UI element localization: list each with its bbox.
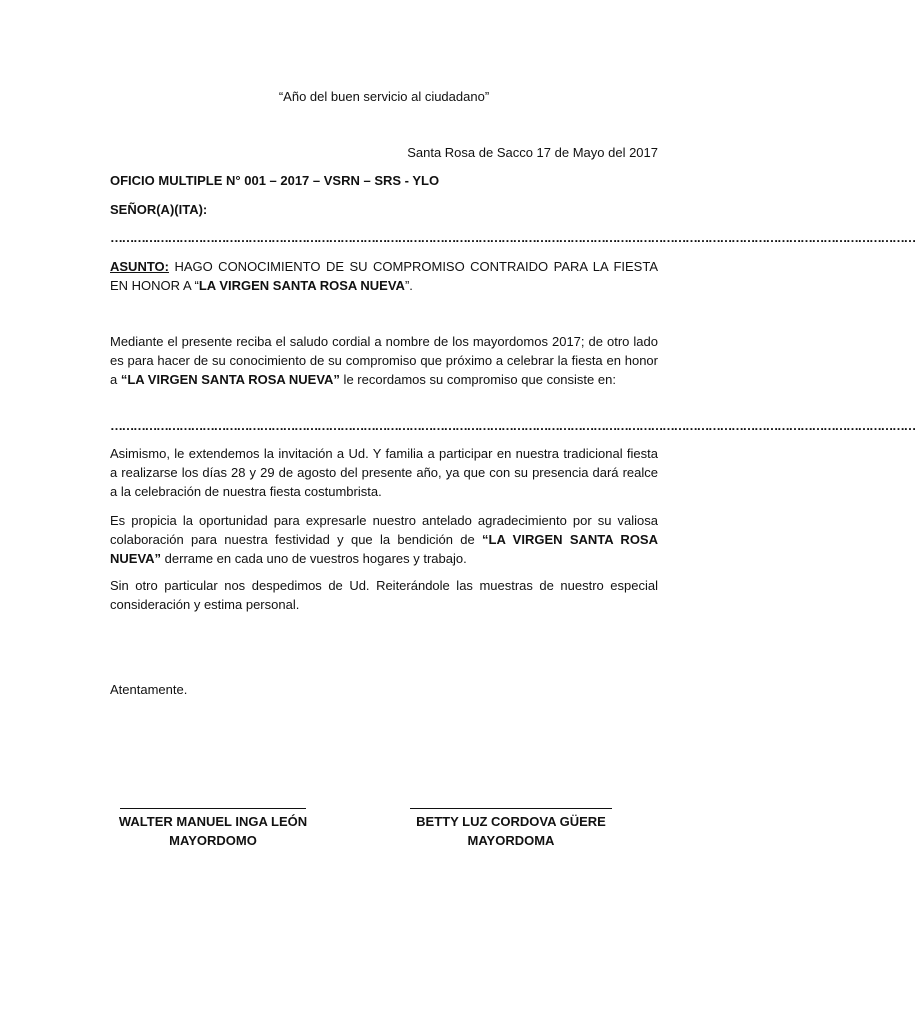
body-paragraph-3-text-end: derrame en cada uno de vuestros hogares y trabajo.: [161, 551, 467, 566]
subject-highlight: LA VIRGEN SANTA ROSA NUEVA: [198, 278, 405, 293]
body-paragraph-2: Asimismo, le extendemos la invitación a Ud. Y familia a participar en nuestra tradicional fiesta a realizarse los días 28 y 29 de agosto del presente año, ya que con su presencia dará realce a la celebración de nuestra fiesta costumbrista.: [110, 446, 658, 499]
body-paragraph-1: [110, 332, 658, 389]
body-paragraph-4: Sin otro particular nos despedimos de Ud. Reiterándole las muestras de nuestro especial consideración y estima personal.: [110, 578, 658, 612]
closing: Atentamente.: [110, 682, 188, 697]
signatory-name-1: WALTER MANUEL INGA LEÓN: [118, 814, 308, 829]
body-paragraph-3-highlight: “LA VIRGEN SANTA ROSA NUEVA”: [110, 532, 658, 566]
reference-number: OFICIO MULTIPLE N° 001 – 2017 – VSRN – SRS - YLO: [110, 173, 440, 188]
commitment-dotted-line: …………………………………………………………………………………………………………………………………………………………………………………………: [110, 418, 915, 433]
body-paragraph-1-text: Mediante el presente reciba el saludo cordial a nombre de los mayordomos 2017; de otro lado es para hacer de su conocimiento de su compromiso que próximo a celebrar la fiesta en honor a: [110, 334, 658, 387]
subject-paragraph: [110, 257, 658, 295]
subject-text: HAGO CONOCIMIENTO DE SU COMPROMISO CONTRAIDO PARA LA FIESTA EN HONOR A “: [110, 259, 658, 293]
addressee-dotted-line: …………………………………………………………………………………………………………………………………………………………………………………………: [110, 230, 915, 245]
signatory-role-2: MAYORDOMA: [467, 833, 555, 848]
signature-line-2: [410, 808, 612, 809]
signature-block-2: [396, 812, 626, 850]
addressee-label: SEÑOR(A)(ITA):: [110, 202, 208, 217]
place-date: Santa Rosa de Sacco 17 de Mayo del 2017: [407, 145, 658, 160]
body-paragraph-3-text: Es propicia la oportunidad para expresarle nuestro antelado agradecimiento por su valiosa colaboración para nuestra festividad y que la bendición de: [110, 513, 658, 547]
signatory-name-2: BETTY LUZ CORDOVA GÜERE: [416, 814, 606, 829]
body-paragraph-1-text-end: le recordamos su compromiso que consiste en:: [339, 372, 616, 387]
subject-text-end: ”.: [404, 278, 413, 293]
body-paragraph-1-highlight: “LA VIRGEN SANTA ROSA NUEVA”: [120, 372, 340, 387]
signature-block-1: [98, 812, 328, 850]
body-paragraph-3: [110, 511, 658, 568]
signatory-role-1: MAYORDOMO: [169, 833, 257, 848]
subject-label: ASUNTO:: [110, 259, 169, 274]
signature-line-1: [120, 808, 306, 809]
motto: “Año del buen servicio al ciudadano”: [278, 89, 490, 104]
